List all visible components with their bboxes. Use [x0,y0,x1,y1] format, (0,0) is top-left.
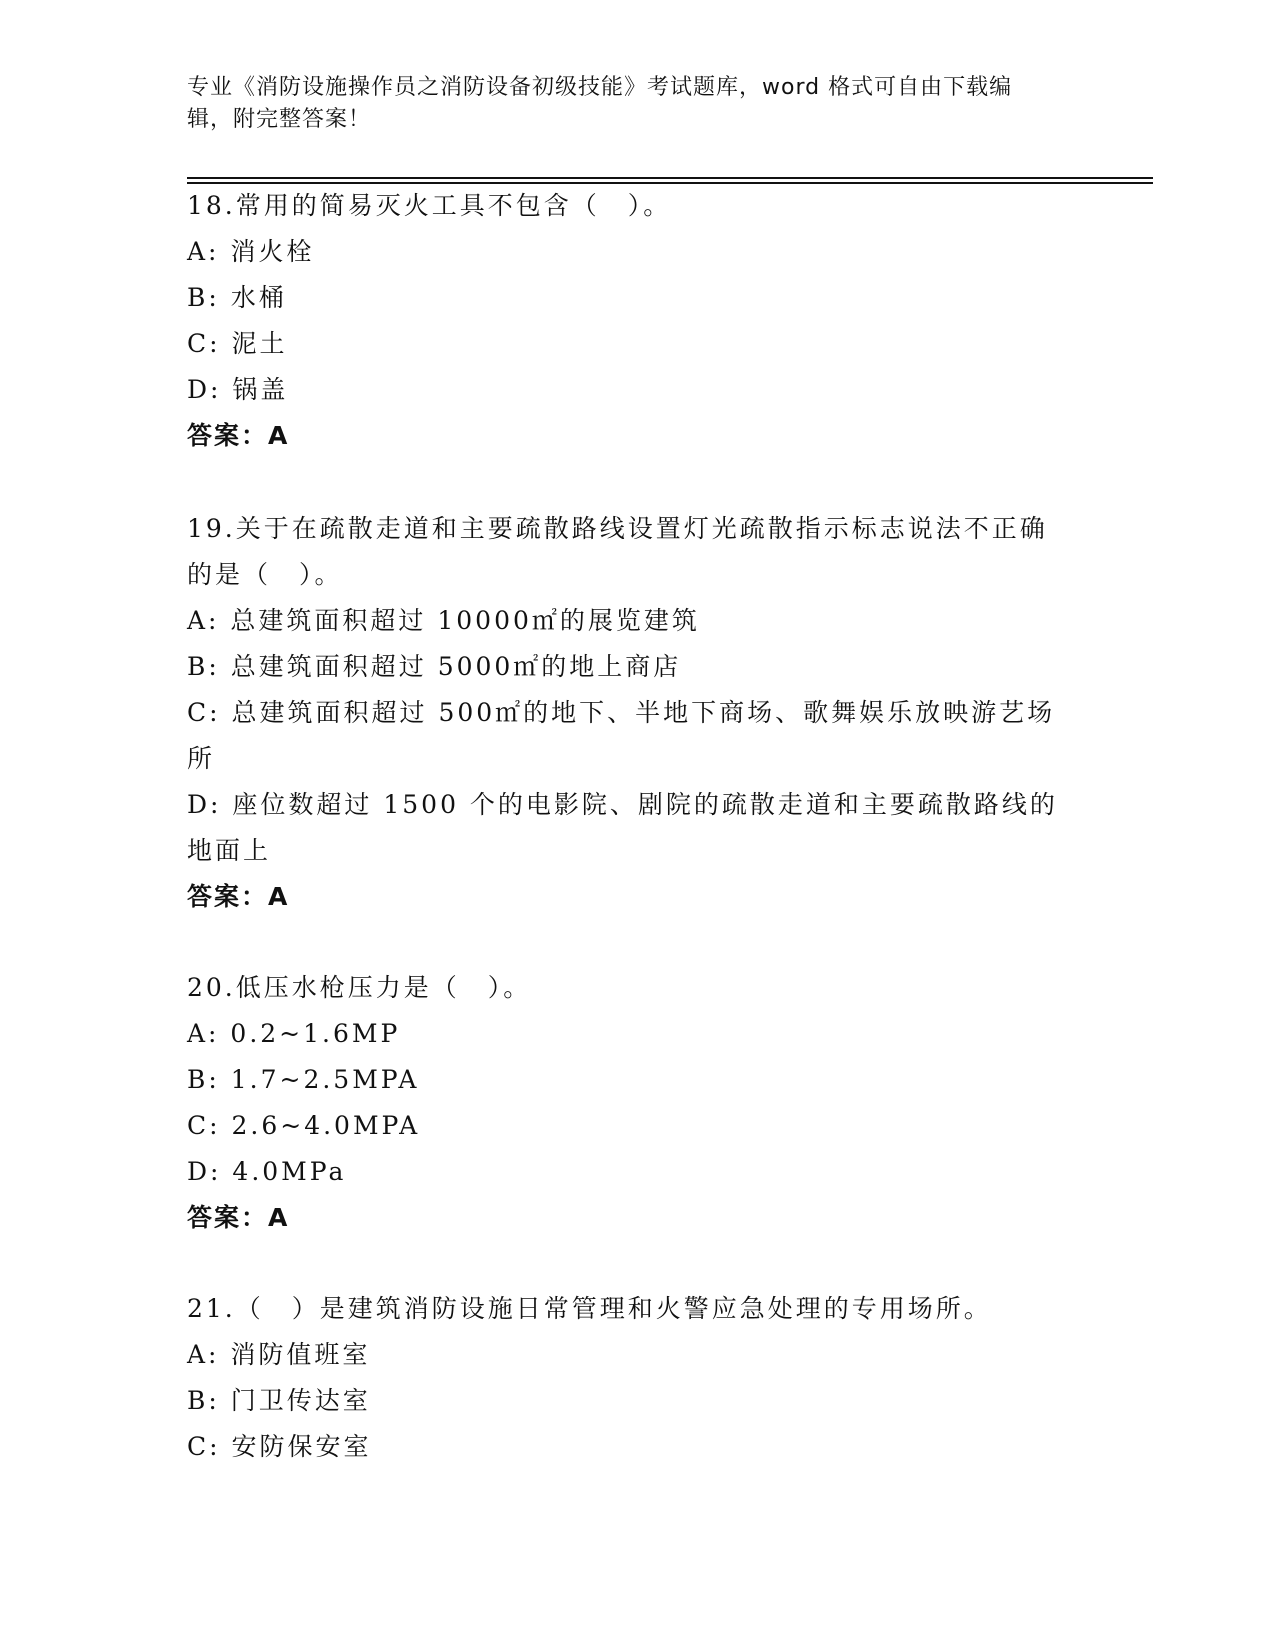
question-19 [187,506,1087,920]
question-stem: 21.（ ）是建筑消防设施日常管理和火警应急处理的专用场所。 [187,1294,992,1323]
option-a: A: 消火栓 [187,237,315,266]
question-stem-cont: 的是（ ）。 [187,560,343,589]
header-line-2: 辑，附完整答案！ [187,107,372,132]
option-c: C: 总建筑面积超过 500㎡的地下、半地下商场、歌舞娱乐放映游艺场 [187,698,1056,727]
document-header [187,72,1067,136]
option-b: B: 门卫传达室 [187,1386,371,1415]
option-d: D: 锅盖 [187,375,289,404]
question-21 [187,1286,1087,1470]
question-stem: 19.关于在疏散走道和主要疏散路线设置灯光疏散指示标志说法不正确 [187,514,1048,543]
option-b: B: 总建筑面积超过 5000㎡的地上商店 [187,652,682,681]
answer: 答案：A [187,421,290,450]
option-d: D: 座位数超过 1500 个的电影院、剧院的疏散走道和主要疏散路线的 [187,790,1058,819]
question-18 [187,183,1087,459]
option-d: D: 4.0MPa [187,1157,347,1186]
option-b: B: 水桶 [187,283,287,312]
option-b: B: 1.7~2.5MPA [187,1065,420,1094]
question-20 [187,965,1087,1241]
question-stem: 18.常用的简易灭火工具不包含（ ）。 [187,191,672,220]
header-line-1: 专业《消防设施操作员之消防设备初级技能》考试题库，word 格式可自由下载编 [187,75,1013,100]
option-c: C: 泥土 [187,329,288,358]
option-c: C: 2.6~4.0MPA [187,1111,421,1140]
option-c: C: 安防保安室 [187,1432,372,1461]
header-divider-top [187,177,1153,179]
answer: 答案：A [187,882,290,911]
option-a: A: 消防值班室 [187,1340,371,1369]
answer: 答案：A [187,1203,290,1232]
question-stem: 20.低压水枪压力是（ ）。 [187,973,532,1002]
option-d-cont: 地面上 [187,836,272,865]
option-a: A: 0.2~1.6MP [187,1019,401,1048]
option-c-cont: 所 [187,744,216,773]
option-a: A: 总建筑面积超过 10000㎡的展览建筑 [187,606,700,635]
